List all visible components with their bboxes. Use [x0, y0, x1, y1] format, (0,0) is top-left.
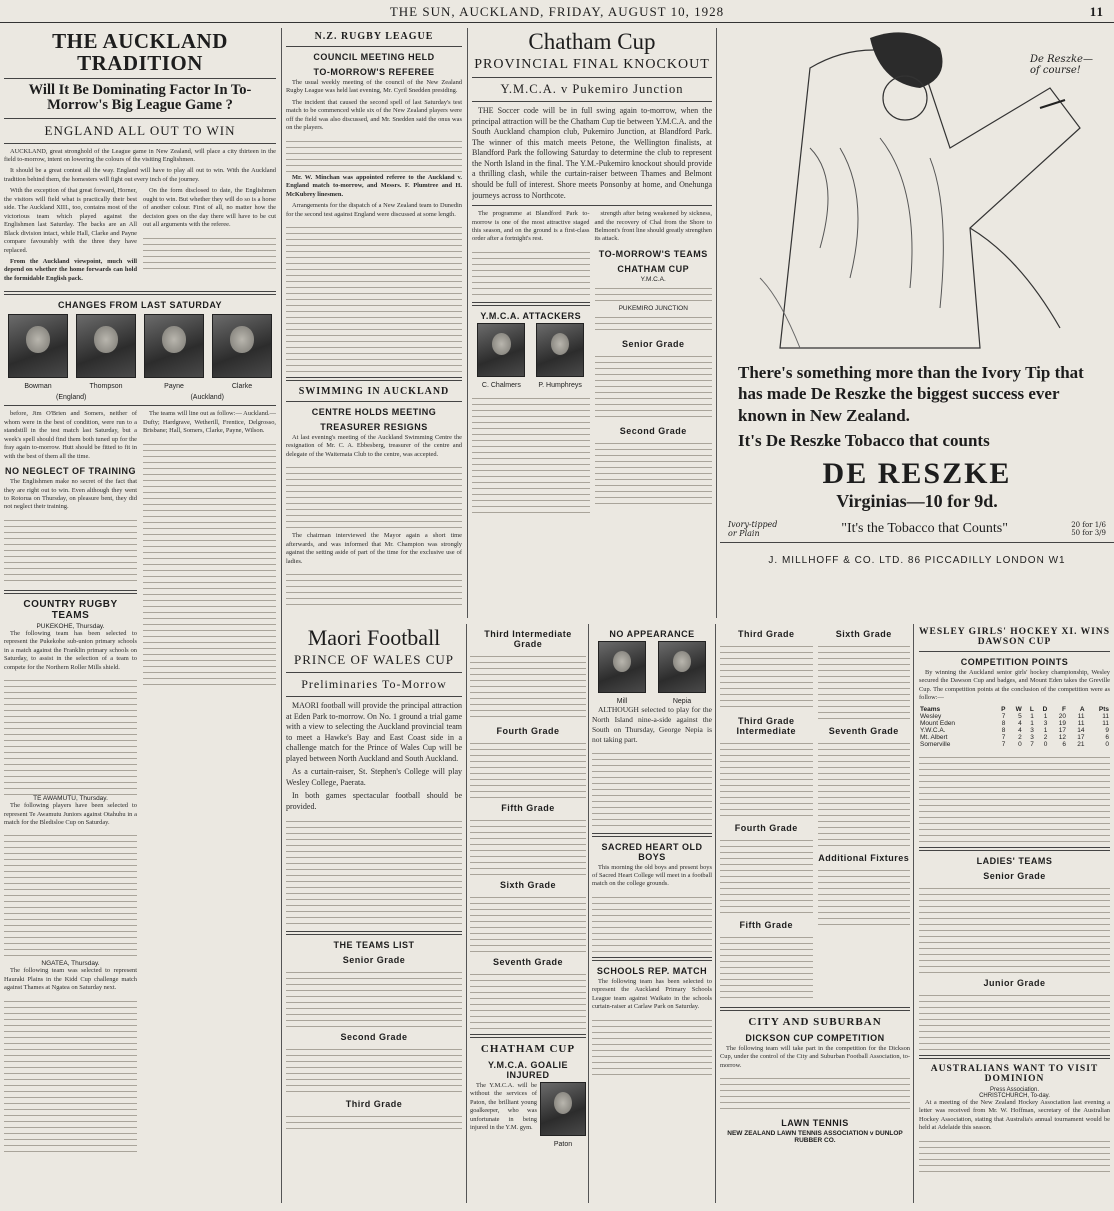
- photo-strip: Bowman Thompson Payne Clarke: [4, 314, 276, 390]
- player-photo: [477, 323, 525, 377]
- photo-strip: C. Chalmers P. Humphreys: [472, 323, 590, 389]
- wesley-hockey-article: WESLEY GIRLS' HOCKEY XI. WINS DAWSON CUP COMPETITION POINTS By winning the Auckland senior girls' hockey championship, Wesley secured the Dawson Cup and badges, and Mount Eden takes the Greville Cup. The competition points at the conclusion of the competition were as follow:— Teams P W L D F A Pts Wesley 7 5 1 1 20 11 11 Mount Eden 8 4 1 3 19 11 11 Y.W.C.A. 8 4 3 1 17 14 9 Mt. Albert 7 2 3 2 12 17 6 Somerville 7 0 7 0 6 21 0 LADIES' TEAMS Senior Grade Junior Grade AUSTRALIANS WANT TO VISIT DOMINION Press Association. CHRISTCHURCH, To-day. At a meeting of the New Zealand Hockey Association last evening a letter was received from Mr. W. Hoffman, secretary of the Australian Hockey Association, stating that Australia's annual tournament would be held at Adelaide this season.: [919, 624, 1110, 1204]
- column-rule: [913, 624, 914, 1203]
- player-photo: [76, 314, 136, 378]
- photo-strip: Mill Nepia: [592, 641, 712, 705]
- headline: THE AUCKLAND TRADITION: [52, 29, 228, 76]
- player-photo: [536, 323, 584, 377]
- maori-football-article: Maori Football PRINCE OF WALES CUP Preliminaries To-Morrow MAORI football will provide the principal attraction at Eden Park to-morrow. On No. 1 ground a trial game with a view to selecting the Auckland provincial team to meet a Hawke's Bay and East Coast side in a challenge match for the Prince of Wales Cup will be played between North Auckland and South Auckland. As a curtain-raiser, St. Stephen's College will play Wesley College, Paerata. In both games spectacular football should be provided. THE TEAMS LIST Senior Grade Second Grade Third Grade: [286, 624, 462, 1204]
- tip-note: Ivory-tipped or Plain: [728, 520, 778, 538]
- section-heading: CHANGES FROM LAST SATURDAY: [57, 300, 222, 311]
- player-photo: [212, 314, 272, 378]
- body-text: From the Auckland viewpoint, much will depend on whether the home forwards can hold the formidable English pack.: [4, 257, 137, 282]
- price-offer: Virginias—10 for 9d.: [836, 491, 998, 511]
- body-text: The following team has been selected to represent the Pukekohe sub-union primary schools in a match against the Franklin primary schools on Saturday, to assist in the selection of a team to compete for the Northern Roller Mills shield.: [4, 629, 137, 671]
- table-row: Mount Eden 8 4 1 3 19 11 11: [920, 719, 1109, 727]
- page-number: 11: [1089, 4, 1104, 19]
- ad-tagline: It's De Reszke Tobacco that counts: [738, 430, 990, 450]
- body-text: The following team was selected to represent Hauraki Plains in the Kidd Cup challenge match against Thames at Ngatea on Saturday next.: [4, 967, 137, 992]
- lead-paragraph-2: It should be a great contest all the way. England will have to play all out to win. With the Auckland tradition behind them, the homesters will fight out every inch of the journey.: [4, 167, 276, 183]
- advertisement-illustration: [720, 28, 1114, 358]
- rugby-league-article: N.Z. RUGBY LEAGUE COUNCIL MEETING HELD TO-MORROW'S REFEREE The usual weekly meeting of the council of the New Zealand Rugby League was held last evening, Mr. Cyril Snedden presiding. The incident that caused the second spell of last Saturday's test match to be commenced while six of the New Zealand players were off the field was also discussed, and Mr. Snedden said the onus was on the players. Mr. W. Minchan was appointed referee to the Auckland v. England match to-morrow, and Messrs. F. Plumtree and H. McKubrey linesmen. Arrangements for the dispatch of a New Zealand team to Dunedin for the second test against England were discussed at some length. SWIMMING IN AUCKLAND CENTRE HOLDS MEETING TREASURER RESIGNS At last evening's meeting of the Auckland Swimming Centre the resignation of Mr. C. A. Ebbesberg, treasurer of the centre and delegate of the Waitemata Club to the centre, was accepted. The chairman interviewed the Mayor again a short time afterwards, and was informed that Mr. Champion was strongly against the setting aside of part of the time for the exclusive use of ladies.: [286, 28, 462, 622]
- auckland-tradition-article: THE AUCKLAND TRADITION Will It Be Dominating Factor In To-Morrow's Big League Game ? ENGLAND ALL OUT TO WIN AUCKLAND, great stronghold of the League game in New Zealand, will place a city thirteen in the field to-morrow, intent on lowering the colours of the visiting Englishmen. It should be a great contest all the way. England will have to play all out to win. With the Auckland tradition behind them, the homesters will fight out every inch of the journey. With the exception of that great forward, Horner, the visitors will field what is practically their best side. The Auckland XIII., too, contains most of the victorious team which played against the Englishmen last Saturday. The backs are an All Black division intact, while Hall, Clarke and Payne compare favourably with the three they have replaced. From the Auckland viewpoint, much will depend on whether the home forwards can hold the formidable English pack. On the form disclosed to date, the Englishmen ought to win. But whether they will do so is a horse of another colour. First of all, no matter how the decision goes on the day there will have to be cut out all arguments with the referee. CHANGES FROM LAST SATURDAY Bowman Thompson Payne Clarke (England) (Auckland) before, Jim O'Brien and Somers, neither of whom were in the best of condition, were run to a standstill in the test match last Saturday, but a week's spell should find them both tuned up for the fray again to-morrow. Hutt should be fitted to fit in with the best of them all the time. NO NEGLECT OF TRAINING The Englishmen make no secret of the fact that they are right out to win. Even although they went to Rotorua on Thursday, on pleasure bent, they did not neglect their training. COUNTRY RUGBY TEAMS PUKEKOHE, Thursday. The following team has been selected to represent the Pukekohe sub-union primary schools in a match against the Franklin primary schools on Saturday, to assist in the selection of a team to compete for the Northern Roller Mills shield. TE AWAMUTU, Thursday. The following players have been selected to represent Te Awamutu Juniors against Otahuhu in a match for the Bledisloe Cup on Saturday. NGATEA, Thursday. The following team was selected to represent Hauraki Plains in the Kidd Cup challenge match against Thames at Ngatea on Saturday next. The teams will line out as follow:— Auckland.—Dufty; Hardgrave, Wetherill, Frentice, Delgrosso, Brisbane; Hall, Somers, Clarke, Payne, Wilson.: [4, 28, 276, 1206]
- player-photo: [144, 314, 204, 378]
- body-text: before, Jim O'Brien and Somers, neither of whom were in the best of condition, were run to a standstill in the test match last Saturday, but a week's spell should find them both tuned up for the fray again to-morrow. Hutt should be fitted to fit in with the best of them all the time.: [4, 410, 137, 460]
- column-rule: [588, 624, 589, 1203]
- table-row: Wesley 7 5 1 1 20 11 11: [920, 712, 1109, 720]
- maker-line: J. MILLHOFF & CO. LTD. 86 PICCADILLY LONDON W1: [768, 555, 1066, 566]
- photo-note: (England): [56, 394, 87, 402]
- body-text: The Englishmen make no secret of the fact that they are right out to win. Even although they went to Rotorua on Thursday, on pleasure bent, they did not neglect their training.: [4, 478, 137, 511]
- player-photo: [658, 641, 706, 693]
- column-rule: [716, 28, 717, 618]
- player-photo: [598, 641, 646, 693]
- chatham-cup-article: Chatham Cup PROVINCIAL FINAL KNOCKOUT Y.M.C.A. v Pukemiro Junction THE Soccer code will be in full swing again to-morrow, when the principal attraction will be the Chatham Cup tie between Y.M.C.A. and the South Auckland champion club, Pukemiro Junction, at Blandford Park. The winner of this match meets Petone, the Wellington finalists, at Blandford Park the following Saturday to determine the club to represent the North Island in the final. The Y.M.-Pukemiro knockout should provide a thrilling clash, while the curtain-raiser between Thames and Belmont should be full of interest. Shore meets Ponsonby at home, and Onehunga journeys across to Northcote. The programme at Blandford Park to-morrow is one of the most attractive staged this season, and on the ground is a first-class order after a fortnight's rest. Y.M.C.A. ATTACKERS C. Chalmers P. Humphreys strength after being weakened by sickness, and the recovery of Chal from the Shore to Belmont's front line should greatly strengthen its attack. TO-MORROW'S TEAMS CHATHAM CUP Y.M.C.A. PUKEMIRO JUNCTION Senior Grade Second Grade: [472, 28, 712, 622]
- column-rule: [467, 28, 468, 618]
- column-rule: [715, 624, 716, 1203]
- column-rule: [281, 28, 282, 1203]
- photo-note: (Auckland): [190, 394, 224, 402]
- body-text: The teams will line out as follow:— Auckland.—Dufty; Hardgrave, Wetherill, Frentice, Delgrosso, Brisbane; Hall, Somers, Clarke, Payne, Wilson.: [143, 410, 276, 435]
- player-photo: [540, 1082, 586, 1136]
- competition-points-table: Teams P W L D F A Pts Wesley 7 5 1 1 20 11 11 Mount Eden 8 4 1 3 19 11 11 Y.W.C.A. 8 4 3 1 17 14 9 Mt. Albert 7 2 3 2 12 17 6 Somerville 7 0 7 0 6 21 0: [920, 705, 1109, 748]
- subheadline: Will It Be Dominating Factor In To-Morrow's Big League Game ?: [28, 82, 252, 114]
- slogan: "It's the Tobacco that Counts": [841, 521, 1008, 536]
- ad-headline: There's something more than the Ivory Tip that has made De Reszke the biggest success ever known in New Zealand.: [738, 363, 1084, 425]
- team-lists: Third Grade Third Grade Intermediate Fourth Grade Fifth Grade Sixth Grade Seventh Grade Additional Fixtures CITY AND SUBURBAN DICKSON CUP COMPETITION The following team will take part in the competition for the Dickson Cup, under the control of the City and Suburban Football Association, to-morrow. LAWN TENNIS NEW ZEALAND LAWN TENNIS ASSOCIATION v DUNLOP RUBBER CO.: [720, 629, 910, 1145]
- de-reszke-advertisement: De Reszke— of course! There's something more than the Ivory Tip that has made De Reszke the biggest success ever known in New Zealand. It's De Reszke Tobacco that counts DE RESZKE Virginias—10 for 9d. Ivory-tipped or Plain "It's the Tobacco that Counts" 20 for 1/6 50 for 3/9 J. MILLHOFF & CO. LTD. 86 PICCADILLY LONDON W1: [720, 28, 1114, 618]
- table-row: Mt. Albert 7 2 3 2 12 17 6: [920, 733, 1109, 741]
- masthead: [0, 0, 1114, 23]
- script-note: De Reszke— of course!: [1030, 54, 1093, 76]
- section-heading: NO NEGLECT OF TRAINING: [5, 466, 136, 477]
- body-text: With the exception of that great forward, Horner, the visitors will field what is practically their best side. The Auckland XIII., too, contains most of the victorious team which played against the Englishmen last Saturday. The backs are an All Black division intact, while Hall, Clarke and Payne compare favourably with the three they have replaced.: [4, 187, 137, 254]
- dateline: THE SUN, AUCKLAND, FRIDAY, AUGUST 10, 1928: [389, 4, 725, 19]
- table-row: Y.W.C.A. 8 4 3 1 17 14 9: [920, 726, 1109, 734]
- table-row: Somerville 7 0 7 0 6 21 0: [920, 740, 1109, 748]
- deck: ENGLAND ALL OUT TO WIN: [44, 122, 236, 138]
- column-rule: [466, 624, 467, 1203]
- brand-name: DE RESZKE: [822, 457, 1012, 490]
- section-heading: COUNTRY RUGBY TEAMS: [23, 598, 118, 621]
- grades-column: Third Intermediate Grade Fourth Grade Fifth Grade Sixth Grade Seventh Grade CHATHAM CUP Y.M.C.A. GOALIE INJURED The Y.M.C.A. will be without the services of Paton, the brilliant young goalkeeper, who was unfortunate in being injured in the Y.M. gym. Paton: [470, 624, 586, 1204]
- lead-paragraph: AUCKLAND, great stronghold of the League game in New Zealand, will place a city thirteen in the field to-morrow, intent on lowering the colours of the visiting Englishmen.: [4, 147, 276, 163]
- soccer-continued: NO APPEARANCE Mill Nepia ALTHOUGH selected to play for the North Island nine-a-side against the South on Thursday, George Nepia is not taking part. SACRED HEART OLD BOYS This morning the old boys and present boys of Sacred Heart College will meet in a football match on the college grounds. SCHOOLS REP. MATCH The following team has been selected to represent the Auckland Primary Schools League team against Waikato in the schools curtain-raiser at Carlaw Park on Saturday.: [592, 624, 712, 1204]
- body-text: The following players have been selected to represent Te Awamutu Juniors against Otahuhu in a match for the Bledisloe Cup on Saturday.: [4, 802, 137, 827]
- body-text: On the form disclosed to date, the Englishmen ought to win. But whether they will do so is a horse of another colour. First of all, no matter how the decision goes on the day there will have to be cut out all arguments with the referee.: [143, 187, 276, 229]
- player-photo: [8, 314, 68, 378]
